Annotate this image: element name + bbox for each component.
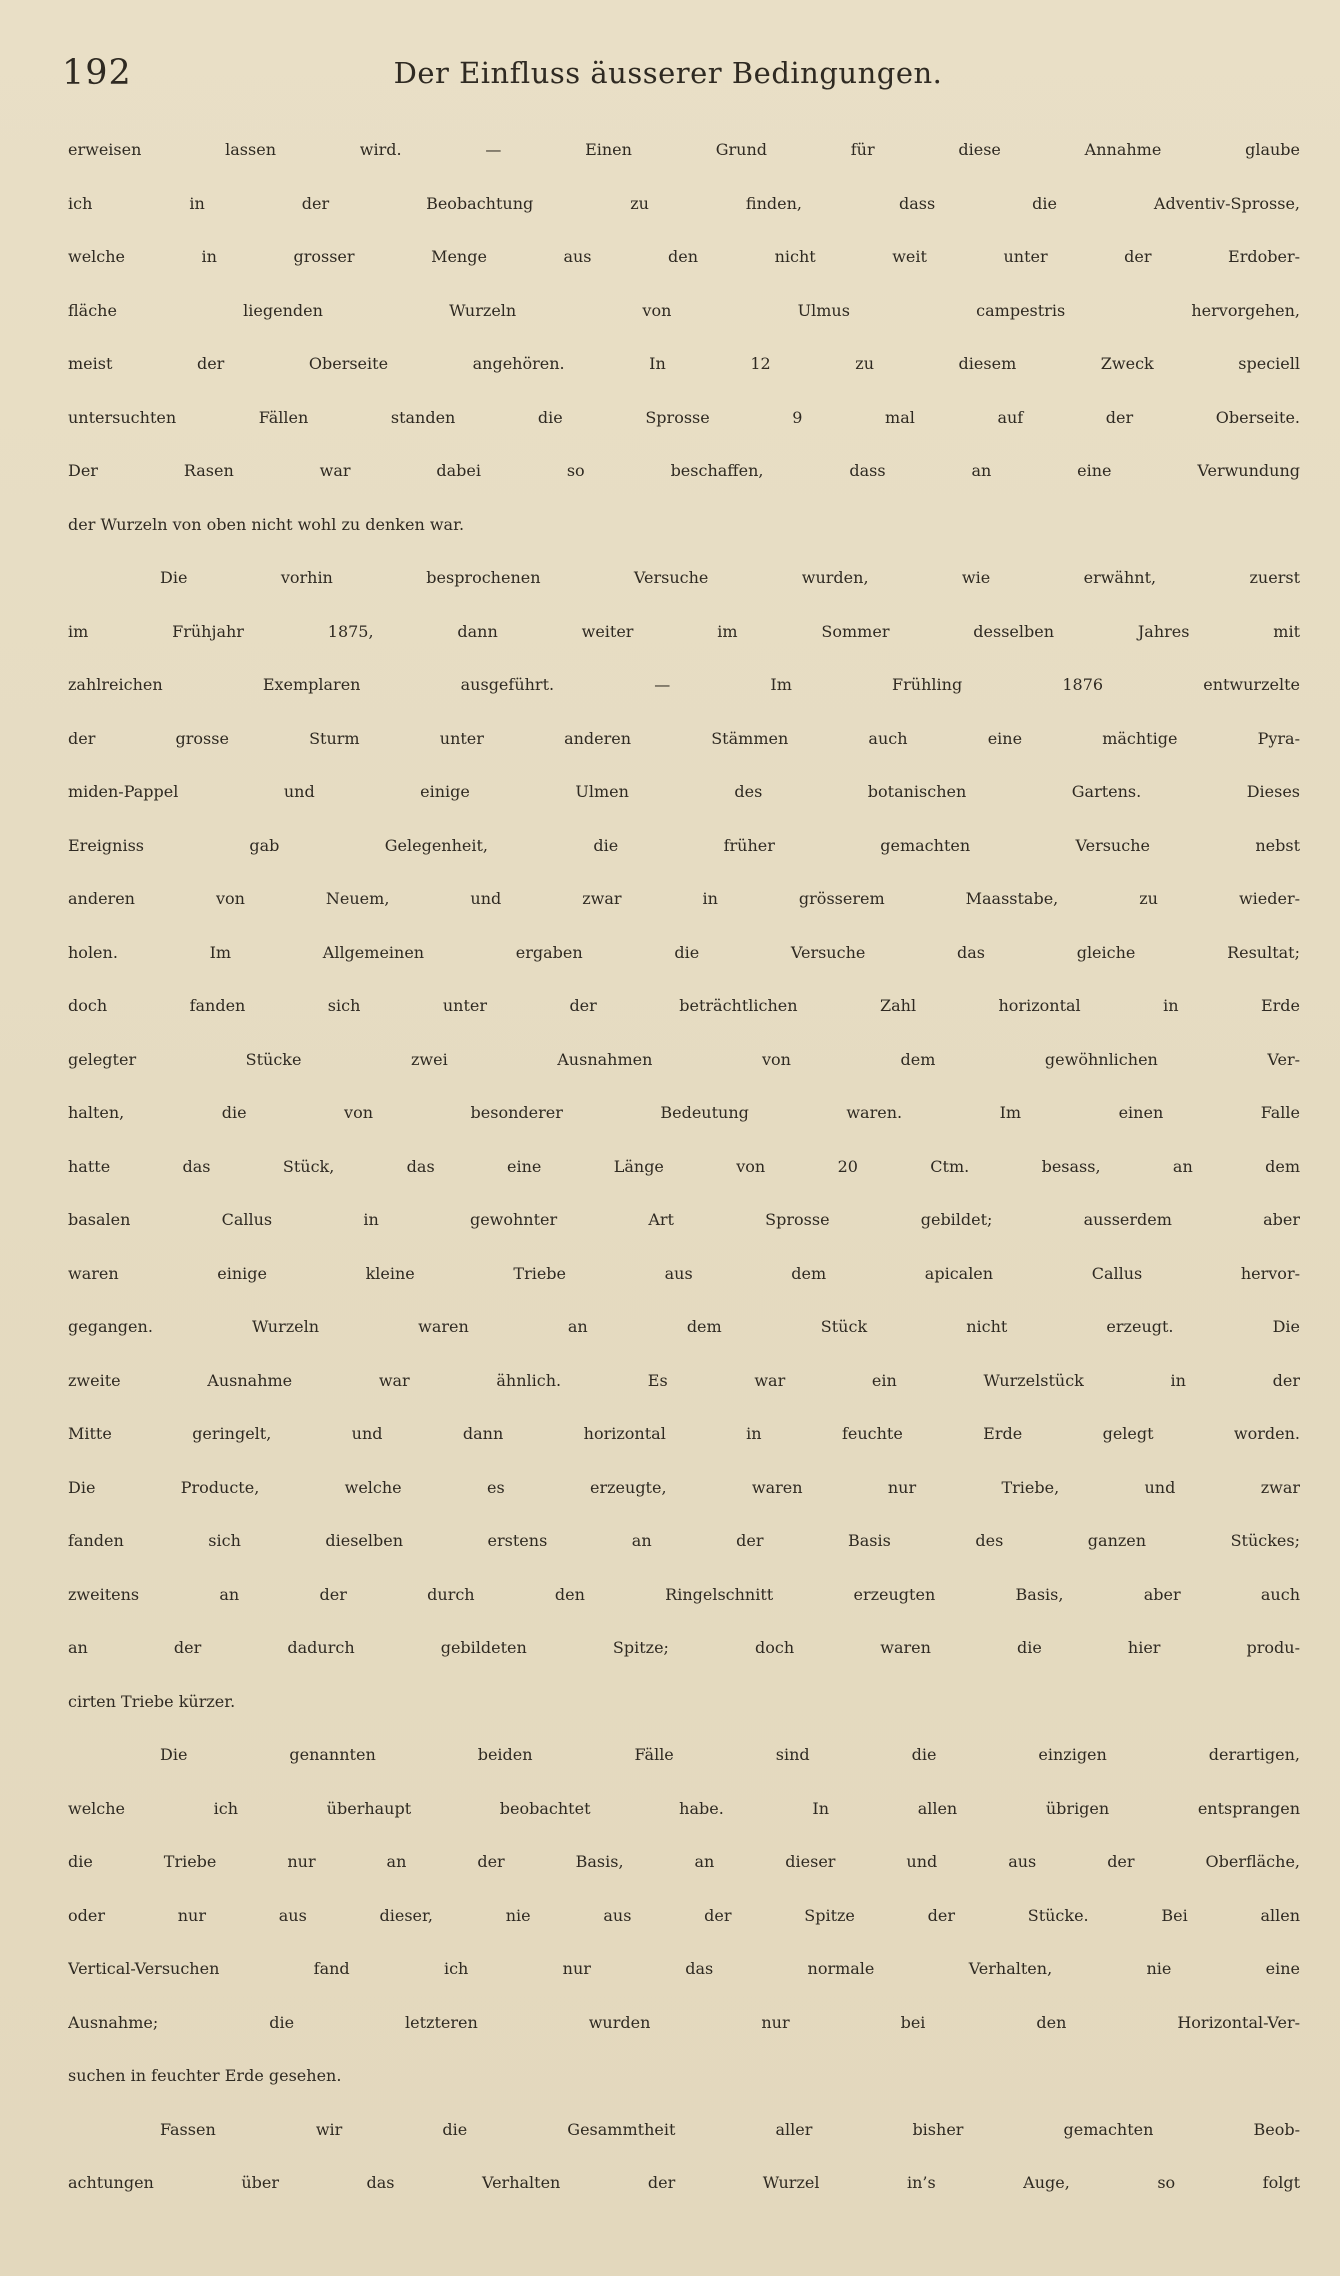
text-line: Fassen wir die Gesammtheit aller bisher gemachten Beob- <box>160 2119 1300 2139</box>
text-line: zweite Ausnahme war ähnlich. Es war ein Wurzelstück in der <box>68 1370 1300 1390</box>
text-line: hatte das Stück, das eine Länge von 20 Ctm. besass, an dem <box>68 1156 1300 1176</box>
text-line: suchen in feuchter Erde gesehen. <box>68 2066 342 2085</box>
text-line: doch fanden sich unter der beträchtlichen Zahl horizontal in Erde <box>68 996 1300 1015</box>
text-line: welche in grosser Menge aus den nicht weit unter der Erdober- <box>68 247 1300 266</box>
text-line: Die Producte, welche es erzeugte, waren nur Triebe, und zwar <box>68 1477 1300 1497</box>
text-line: untersuchten Fällen standen die Sprosse 9 mal auf der Oberseite. <box>68 407 1300 427</box>
text-line: der Wurzeln von oben nicht wohl zu denken war. <box>68 514 465 534</box>
page-number: 192 <box>62 53 132 93</box>
text-line: welche ich überhaupt beobachtet habe. In allen übrigen entsprangen <box>68 1798 1300 1818</box>
text-line: fläche liegenden Wurzeln von Ulmus campestris hervorgehen, <box>68 300 1300 320</box>
text-line: Ausnahme; die letzteren wurden nur bei den Horizontal-Ver- <box>68 2012 1300 2032</box>
text-line: Ereigniss gab Gelegenheit, die früher gemachten Versuche nebst <box>68 835 1300 855</box>
text-line: zahlreichen Exemplaren ausgeführt. — Im Frühling 1876 entwurzelte <box>68 675 1300 694</box>
text-line: Mitte geringelt, und dann horizontal in feuchte Erde gelegt worden. <box>68 1424 1300 1443</box>
text-line: holen. Im Allgemeinen ergaben die Versuche das gleiche Resultat; <box>68 942 1300 962</box>
paragraph <box>68 140 1300 568</box>
paragraphs <box>68 140 1300 2227</box>
paragraph <box>68 568 1300 1745</box>
text-line: halten, die von besonderer Bedeutung waren. Im einen Falle <box>68 1103 1300 1122</box>
paragraph <box>68 2120 1300 2227</box>
text-line: Die vorhin besprochenen Versuche wurden, wie erwähnt, zuerst <box>160 568 1300 587</box>
body-text <box>68 140 1300 2227</box>
text-line: ich in der Beobachtung zu finden, dass die Adventiv-Sprosse, <box>68 193 1300 213</box>
text-line: gelegter Stücke zwei Ausnahmen von dem gewöhnlichen Ver- <box>68 1049 1300 1069</box>
text-line: basalen Callus in gewohnter Art Sprosse gebildet; ausserdem aber <box>68 1210 1300 1229</box>
text-line: Die genannten beiden Fälle sind die einzigen derartigen, <box>160 1745 1300 1764</box>
page-header <box>62 48 1274 98</box>
text-line: gegangen. Wurzeln waren an dem Stück nicht erzeugt. Die <box>68 1317 1300 1336</box>
running-head: Der Einfluss äusserer Bedingungen. <box>393 56 943 90</box>
text-line: fanden sich dieselben erstens an der Basis des ganzen Stückes; <box>68 1531 1300 1550</box>
text-line: meist der Oberseite angehören. In 12 zu diesem Zweck speciell <box>68 354 1300 373</box>
text-line: an der dadurch gebildeten Spitze; doch waren die hier produ- <box>68 1638 1300 1657</box>
text-line: oder nur aus dieser, nie aus der Spitze der Stücke. Bei allen <box>68 1905 1300 1925</box>
text-line: waren einige kleine Triebe aus dem apicalen Callus hervor- <box>68 1263 1300 1283</box>
text-line: miden-Pappel und einige Ulmen des botanischen Gartens. Dieses <box>68 782 1300 801</box>
text-line: anderen von Neuem, und zwar in grösserem Maasstabe, zu wieder- <box>68 889 1300 908</box>
text-line: cirten Triebe kürzer. <box>68 1691 236 1711</box>
text-line: im Frühjahr 1875, dann weiter im Sommer desselben Jahres mit <box>68 621 1300 641</box>
text-line: Vertical-Versuchen fand ich nur das normale Verhalten, nie eine <box>68 1959 1300 1978</box>
text-line: der grosse Sturm unter anderen Stämmen auch eine mächtige Pyra- <box>68 728 1300 748</box>
paragraph <box>68 1745 1300 2120</box>
text-line: erweisen lassen wird. — Einen Grund für diese Annahme glaube <box>68 140 1300 159</box>
text-line: zweitens an der durch den Ringelschnitt erzeugten Basis, aber auch <box>68 1584 1300 1604</box>
text-line: achtungen über das Verhalten der Wurzel in’s Auge, so folgt <box>68 2173 1300 2192</box>
text-line: Der Rasen war dabei so beschaffen, dass an eine Verwundung <box>68 461 1300 480</box>
text-line: die Triebe nur an der Basis, an dieser und aus der Oberfläche, <box>68 1852 1300 1871</box>
